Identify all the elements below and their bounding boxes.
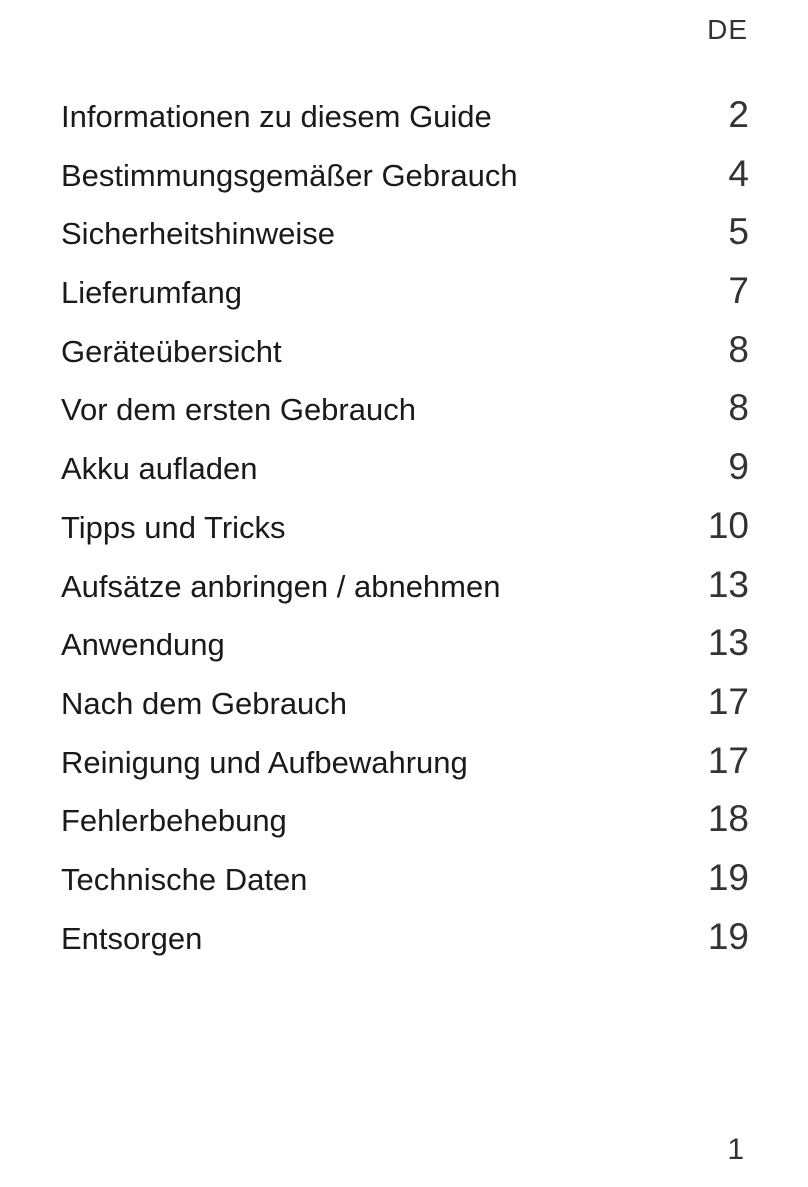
toc-entry-title: Technische Daten [61,861,308,897]
table-of-contents [61,86,749,966]
toc-entry-page: 18 [707,798,749,840]
toc-entry-tipps-und-tricks[interactable] [61,497,749,556]
toc-entry-informationen[interactable] [61,86,749,145]
toc-entry-title: Informationen zu diesem Guide [61,99,492,134]
toc-entry-title: Nach dem Gebrauch [61,685,348,721]
toc-entry-page: 2 [728,94,749,135]
toc-entry-title: Entsorgen [61,920,203,956]
toc-entry-page: 4 [728,152,749,194]
toc-entry-lieferumfang[interactable] [61,262,749,321]
toc-entry-title: Reinigung und Aufbewahrung [61,744,468,780]
toc-entry-bestimmungsgemaesser-gebrauch[interactable] [61,145,749,204]
toc-entry-page: 10 [707,504,749,546]
toc-entry-title: Bestimmungsgemäßer Gebrauch [61,157,518,193]
toc-entry-technische-daten[interactable] [61,849,749,908]
toc-entry-akku-aufladen[interactable] [61,438,749,497]
toc-entry-sicherheitshinweise[interactable] [61,203,749,262]
toc-entry-page: 13 [707,622,749,664]
toc-entry-nach-dem-gebrauch[interactable] [61,673,749,732]
toc-entry-title: Fehlerbehebung [61,803,287,839]
toc-entry-title: Anwendung [61,627,225,663]
page-number: 1 [727,1133,744,1166]
toc-entry-vor-dem-ersten-gebrauch[interactable] [61,379,749,438]
toc-entry-geraeteuebersicht[interactable] [61,321,749,380]
toc-entry-page: 19 [707,915,749,957]
toc-entry-fehlerbehebung[interactable] [61,790,749,849]
toc-entry-page: 8 [728,387,749,429]
toc-entry-page: 9 [728,446,749,488]
toc-entry-title: Aufsätze anbringen / abnehmen [61,568,501,604]
toc-entry-title: Vor dem ersten Gebrauch [61,392,416,428]
toc-entry-aufsaetze[interactable] [61,556,749,615]
language-label: DE [707,14,748,45]
toc-entry-page: 8 [728,328,749,370]
toc-entry-page: 17 [707,680,749,722]
toc-entry-title: Sicherheitshinweise [61,216,335,252]
toc-entry-title: Akku aufladen [61,451,258,487]
toc-entry-page: 19 [707,856,749,898]
toc-entry-title: Tipps und Tricks [61,509,286,545]
toc-entry-page: 7 [728,270,749,312]
toc-entry-anwendung[interactable] [61,614,749,673]
toc-entry-title: Geräteübersicht [61,333,282,369]
toc-entry-title: Lieferumfang [61,275,242,311]
toc-entry-page: 17 [707,739,749,781]
toc-entry-reinigung[interactable] [61,732,749,791]
toc-entry-page: 13 [707,563,749,605]
toc-entry-page: 5 [728,211,749,253]
toc-entry-entsorgen[interactable] [61,908,749,967]
